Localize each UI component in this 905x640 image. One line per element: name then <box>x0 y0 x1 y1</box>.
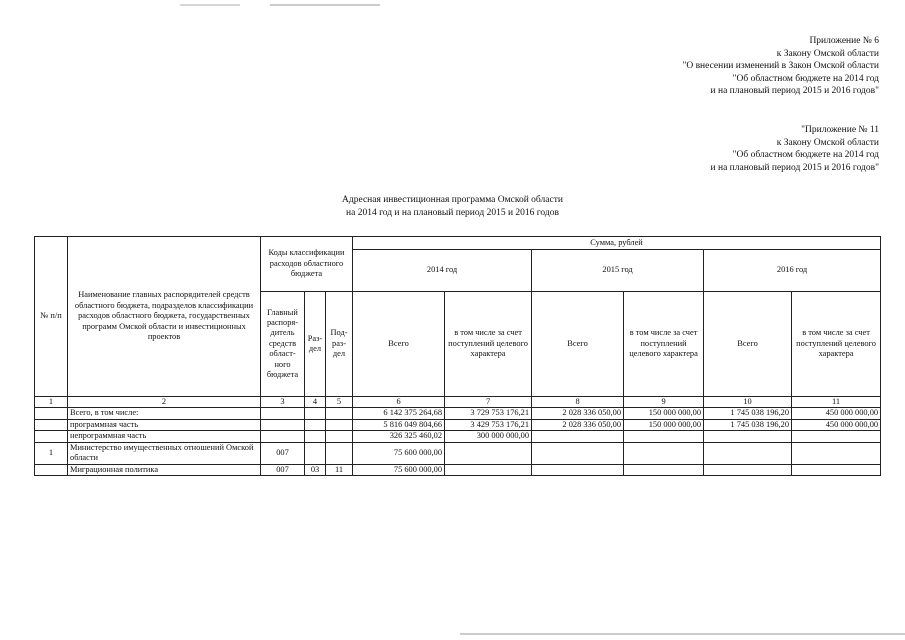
table-row <box>35 408 881 419</box>
row-2014-targeted: 300 000 000,00 <box>445 431 532 442</box>
table-row <box>35 442 881 464</box>
row-2014-targeted <box>445 442 532 464</box>
row-name: непрограммная часть <box>68 431 261 442</box>
row-subsection-code <box>326 419 353 430</box>
row-number: 1 <box>35 442 68 464</box>
row-2016-targeted <box>792 431 881 442</box>
appendix-line: и на плановый период 2015 и 2016 годов" <box>710 162 879 173</box>
header-2015-targeted: в том числе за счет поступлений целевого характера <box>624 292 704 397</box>
appendix-line: и на плановый период 2015 и 2016 годов" <box>710 86 879 97</box>
table-row <box>35 464 881 475</box>
scan-artifact-top <box>180 4 380 6</box>
row-subsection-code <box>326 442 353 464</box>
header-2016-targeted: в том числе за счет поступлений целевого характера <box>792 292 881 397</box>
row-2016-targeted <box>792 464 881 475</box>
table-row <box>35 419 881 430</box>
row-section-code: 03 <box>305 464 326 475</box>
header-2016-total: Всего <box>704 292 792 397</box>
row-subsection-code <box>326 408 353 419</box>
header-2014-total: Всего <box>353 292 445 397</box>
row-2015-total <box>532 431 624 442</box>
row-2016-total <box>704 442 792 464</box>
row-2016-targeted <box>792 442 881 464</box>
row-name: программная часть <box>68 419 261 430</box>
row-number <box>35 431 68 442</box>
row-manager-code <box>261 431 305 442</box>
row-2014-total: 6 142 375 264,68 <box>353 408 445 419</box>
header-2014-targeted: в том числе за счет поступлений целевого характера <box>445 292 532 397</box>
row-section-code <box>305 431 326 442</box>
column-number: 8 <box>532 397 624 408</box>
column-number: 5 <box>326 397 353 408</box>
row-2016-targeted: 450 000 000,00 <box>792 419 881 430</box>
header-budget-manager: Главный распоря-дитель средств област-ного бюджета <box>261 292 305 397</box>
row-2016-total <box>704 464 792 475</box>
row-subsection-code: 11 <box>326 464 353 475</box>
row-2016-total <box>704 431 792 442</box>
header-section: Раз-дел <box>305 292 326 397</box>
appendix-line: "Приложение № 11 <box>801 125 879 135</box>
row-2016-targeted: 450 000 000,00 <box>792 408 881 419</box>
row-manager-code: 007 <box>261 464 305 475</box>
column-number: 4 <box>305 397 326 408</box>
row-2014-total: 75 600 000,00 <box>353 464 445 475</box>
row-number <box>35 419 68 430</box>
column-number-row <box>35 397 881 408</box>
row-2014-total: 5 816 049 804,66 <box>353 419 445 430</box>
column-number: 2 <box>68 397 261 408</box>
row-section-code <box>305 442 326 464</box>
appendix-line: "Об областном бюджете на 2014 год <box>732 150 879 161</box>
appendix-6-header <box>682 35 879 98</box>
column-number: 7 <box>445 397 532 408</box>
row-manager-code: 007 <box>261 442 305 464</box>
column-number: 3 <box>261 397 305 408</box>
appendix-line: Приложение № 6 <box>809 36 879 46</box>
scan-artifact-bottom <box>460 633 905 635</box>
row-2015-total: 2 028 336 050,00 <box>532 408 624 419</box>
column-number: 9 <box>624 397 704 408</box>
table-row <box>35 431 881 442</box>
row-2016-total: 1 745 038 196,20 <box>704 419 792 430</box>
row-2016-total: 1 745 038 196,20 <box>704 408 792 419</box>
row-manager-code <box>261 419 305 430</box>
header-year-2016: 2016 год <box>704 250 881 292</box>
row-2014-targeted <box>445 464 532 475</box>
appendix-line: "Об областном бюджете на 2014 год <box>732 73 879 84</box>
row-2015-targeted <box>624 442 704 464</box>
document-title <box>0 194 905 219</box>
appendix-11-header <box>711 124 879 174</box>
column-number: 10 <box>704 397 792 408</box>
row-2015-targeted: 150 000 000,00 <box>624 408 704 419</box>
row-manager-code <box>261 408 305 419</box>
investment-program-table <box>34 236 881 476</box>
row-subsection-code <box>326 431 353 442</box>
row-2014-total: 75 600 000,00 <box>353 442 445 464</box>
row-section-code <box>305 408 326 419</box>
appendix-line: "О внесении изменений в Закон Омской области <box>682 61 879 72</box>
column-number: 6 <box>353 397 445 408</box>
title-line: на 2014 год и на плановый период 2015 и 2016 годов <box>346 207 559 218</box>
row-2015-total: 2 028 336 050,00 <box>532 419 624 430</box>
header-subsection: Под-раз-дел <box>326 292 353 397</box>
row-2015-targeted: 150 000 000,00 <box>624 419 704 430</box>
row-name: Миграционная политика <box>68 464 261 475</box>
row-2014-total: 326 325 460,02 <box>353 431 445 442</box>
appendix-line: к Закону Омской области <box>776 48 879 59</box>
row-section-code <box>305 419 326 430</box>
row-2015-total <box>532 464 624 475</box>
header-sum: Сумма, рублей <box>353 237 881 250</box>
appendix-line: к Закону Омской области <box>776 137 879 148</box>
row-name: Министерство имущественных отношений Омской области <box>68 442 261 464</box>
header-classification-codes: Коды классификации расходов областного бюджета <box>261 237 353 292</box>
row-2015-total <box>532 442 624 464</box>
row-2014-targeted: 3 729 753 176,21 <box>445 408 532 419</box>
header-row-number: № п/п <box>35 237 68 397</box>
row-2015-targeted <box>624 464 704 475</box>
row-2014-targeted: 3 429 753 176,21 <box>445 419 532 430</box>
header-year-2015: 2015 год <box>532 250 704 292</box>
header-name: Наименование главных распорядителей средств областного бюджета, подразделов классификации расходов областного бюджета, государственных программ Омской области и инвестиционных проектов <box>68 237 261 397</box>
column-number: 11 <box>792 397 881 408</box>
header-year-2014: 2014 год <box>353 250 532 292</box>
row-2015-targeted <box>624 431 704 442</box>
row-number <box>35 408 68 419</box>
title-line: Адресная инвестиционная программа Омской области <box>342 195 563 205</box>
column-number: 1 <box>35 397 68 408</box>
row-name: Всего, в том числе: <box>68 408 261 419</box>
row-number <box>35 464 68 475</box>
header-2015-total: Всего <box>532 292 624 397</box>
